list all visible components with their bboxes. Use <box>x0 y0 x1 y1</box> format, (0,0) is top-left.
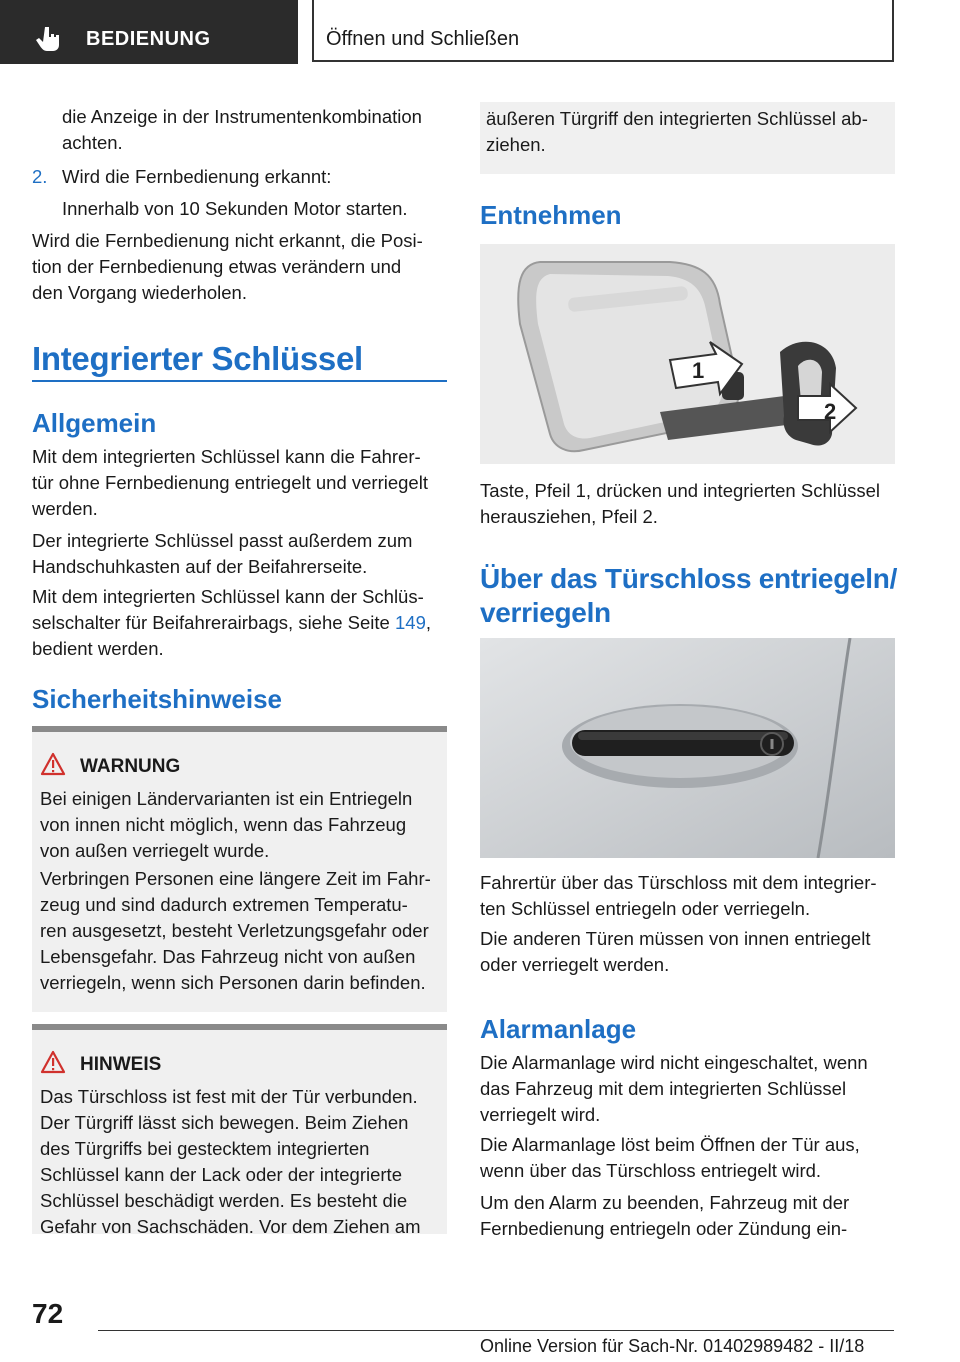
step1-continuation: die Anzeige in der Instrumentenkombination achten. <box>62 106 422 153</box>
door-handle-illustration <box>480 638 895 858</box>
hint-box-bar <box>32 1024 447 1030</box>
paragraph: Wird die Fernbedienung nicht erkannt, die Posi- tion der Fernbedienung etwas verändern und den Vorgang wiederholen. <box>32 230 423 303</box>
hint-title: HINWEIS <box>80 1054 162 1075</box>
arrow-label-1: 1 <box>692 358 705 383</box>
warning-triangle-icon <box>40 1050 66 1074</box>
step2-text: Wird die Fernbedienung erkannt: <box>62 166 332 187</box>
warning-title: WARNUNG <box>80 756 181 777</box>
paragraph: Mit dem integrierten Schlüssel kann der Schlüs- selschalter für Beifahrerairbags, siehe Seite 149, bedient werden. <box>32 586 432 659</box>
paragraph: Die anderen Türen müssen von innen entriegelt oder verriegelt werden. <box>480 928 871 975</box>
step-number: 2. <box>32 166 48 187</box>
figure-caption: Taste, Pfeil 1, drücken und integrierten Schlüssel herausziehen, Pfeil 2. <box>480 480 881 527</box>
heading-sicherheitshinweise: Sicherheitshinweise <box>32 684 282 714</box>
heading-integrierter-schluessel: Integrierter Schlüssel <box>32 340 363 377</box>
paragraph: Der integrierte Schlüssel passt außerdem zum Handschuhkasten auf der Beifahrerseite. <box>32 530 413 577</box>
page-title: Öffnen und Schließen <box>326 28 520 50</box>
heading-allgemein: Allgemein <box>32 408 157 438</box>
warning-text: Verbringen Personen eine längere Zeit im Fahr- zeug und sind dadurch extremen Temperatu- ren ausgesetzt, besteht Verletzungsgefahr oder Lebensgefahr. Das Fahrzeug nicht von außen verriegeln, wenn sich Personen darin befinden. <box>40 868 431 993</box>
hint-text-continuation: äußeren Türgriff den integrierten Schlüssel ab- ziehen. <box>486 108 868 155</box>
warning-box-bar <box>32 726 447 732</box>
paragraph: Mit dem integrierten Schlüssel kann die Fahrer- tür ohne Fernbedienung entriegelt und verriegelt werden. <box>32 446 428 519</box>
figure-door-handle <box>480 638 895 858</box>
figure-caption: Fahrertür über das Türschloss mit dem integrier- ten Schlüssel entriegeln oder verriegeln. <box>480 872 877 919</box>
paragraph: Um den Alarm zu beenden, Fahrzeug mit der Fernbedienung entriegeln oder Zündung ein- <box>480 1192 850 1239</box>
heading-alarmanlage: Alarmanlage <box>480 1014 637 1044</box>
footer-online-version: Online Version für Sach-Nr. 01402989482 - II/18 <box>480 1336 865 1356</box>
hint-text: Das Türschloss ist fest mit der Tür verbunden. Der Türgriff lässt sich bewegen. Beim Ziehen des Türgriffs bei gestecktem integrierten Schlüssel kann der Lack oder der integrierte Schlüssel beschädigt werden. Es besteht die Gefahr von Sachschäden. Vor dem Ziehen am <box>40 1086 421 1237</box>
warning-text: Bei einigen Ländervarianten ist ein Entriegeln von innen nicht möglich, wenn das Fahrzeug von außen verriegelt wurde. <box>40 788 413 861</box>
page-number: 72 <box>32 1298 64 1329</box>
warning-triangle-icon <box>40 752 66 776</box>
figure-key-removal <box>480 244 895 464</box>
heading-entnehmen: Entnehmen <box>480 200 622 230</box>
hand-pointer-icon <box>34 24 64 54</box>
heading-rule <box>32 380 447 382</box>
paragraph: Die Alarmanlage wird nicht eingeschaltet, wenn das Fahrzeug mit dem integrierten Schlüssel verriegelt wird. <box>480 1052 868 1125</box>
page-link[interactable]: 149 <box>395 612 426 633</box>
footer-rule <box>98 1330 894 1331</box>
arrow-label-2: 2 <box>824 399 837 424</box>
header-section-label: BEDIENUNG <box>86 28 211 50</box>
step2-result: Innerhalb von 10 Sekunden Motor starten. <box>62 198 408 219</box>
key-fob-illustration <box>480 244 895 464</box>
paragraph: Die Alarmanlage löst beim Öffnen der Tür aus, wenn über das Türschloss entriegelt wird. <box>480 1134 860 1181</box>
heading-tuerschloss: Über das Türschloss entriegeln/ verriegeln <box>480 563 898 628</box>
